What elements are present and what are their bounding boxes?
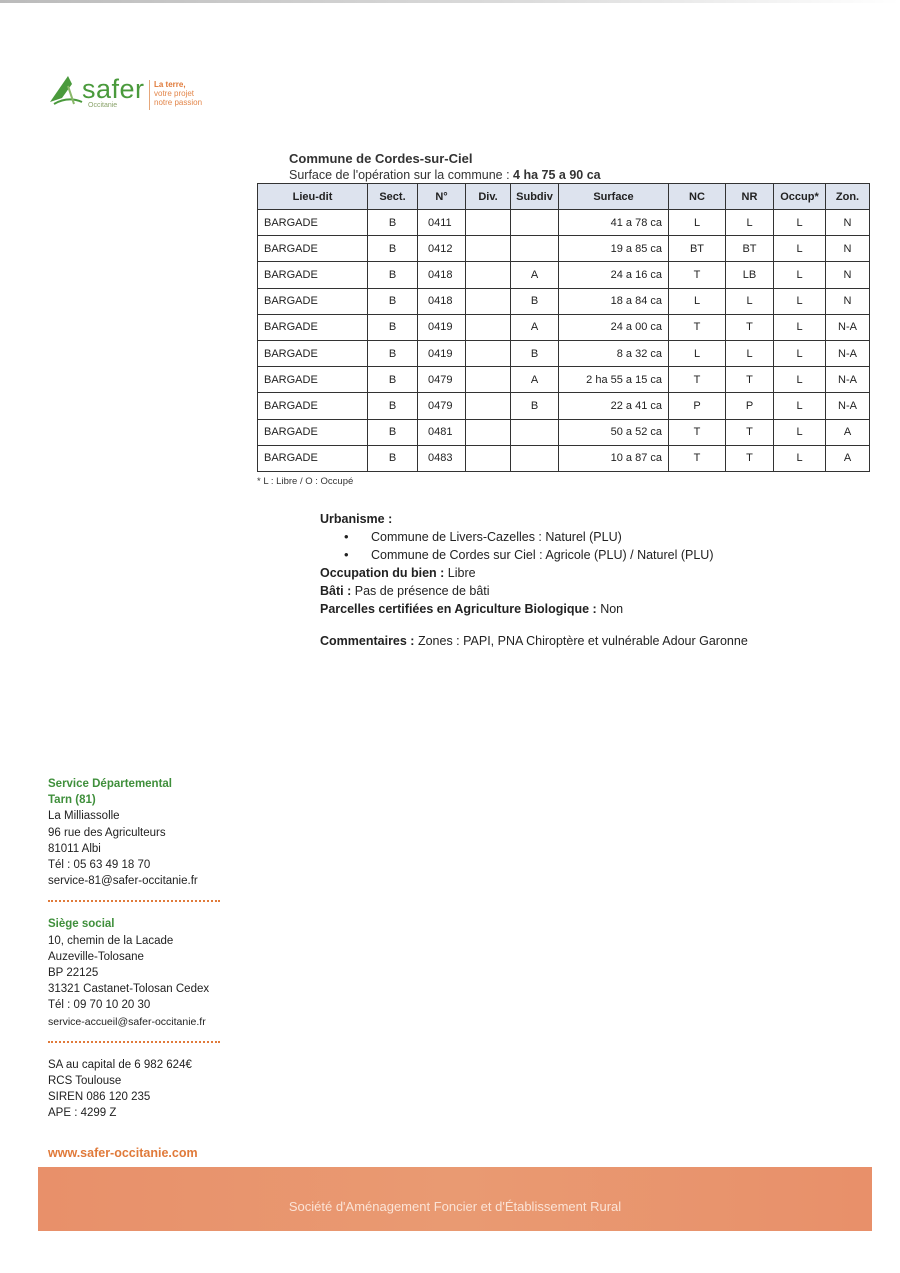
cell-occup: L <box>774 236 826 262</box>
cell-lieu-dit: BARGADE <box>258 340 368 366</box>
legal-line: APE : 4299 Z <box>48 1107 117 1120</box>
cell-sect: B <box>368 367 418 393</box>
header-sect: Sect. <box>368 184 418 210</box>
cell-subdiv <box>511 236 559 262</box>
info-block <box>320 510 748 650</box>
cell-nr: T <box>726 445 774 471</box>
cell-sect: B <box>368 445 418 471</box>
header-nr: NR <box>726 184 774 210</box>
cell-div <box>466 314 511 340</box>
table-footnote: * L : Libre / O : Occupé <box>257 476 354 487</box>
cell-div <box>466 445 511 471</box>
service-title: Service Départemental <box>48 778 173 790</box>
service-email[interactable]: service-81@safer-occitanie.fr <box>48 875 198 888</box>
cell-div <box>466 393 511 419</box>
cell-zon: N-A <box>826 314 870 340</box>
cell-occup: L <box>774 210 826 236</box>
tagline-line-2: votre projet <box>154 89 195 98</box>
surface-label: Surface de l'opération sur la commune : <box>289 168 514 182</box>
cell-zon: N <box>826 262 870 288</box>
cell-sect: B <box>368 393 418 419</box>
dotted-divider <box>48 899 220 902</box>
table-row <box>258 340 870 366</box>
legal-line: RCS Toulouse <box>48 1075 122 1088</box>
header-lieu-dit: Lieu-dit <box>258 184 368 210</box>
service-dept: Tarn (81) <box>48 794 96 807</box>
cell-occup: L <box>774 445 826 471</box>
cell-nc: T <box>669 419 726 445</box>
logo-region: Occitanie <box>88 102 118 109</box>
cell-nr: P <box>726 393 774 419</box>
cell-sect: B <box>368 340 418 366</box>
cell-surface: 50 a 52 ca <box>559 419 669 445</box>
table-row <box>258 419 870 445</box>
parcel-table <box>257 183 870 472</box>
siege-email[interactable]: service-accueil@safer-occitanie.fr <box>48 1015 206 1028</box>
surface-line <box>289 168 601 182</box>
service-line: 81011 Albi <box>48 842 101 855</box>
siege-title: Siège social <box>48 918 115 931</box>
cell-div <box>466 367 511 393</box>
cell-sect: B <box>368 288 418 314</box>
bati-line <box>320 582 748 600</box>
cell-sect: B <box>368 236 418 262</box>
siege-line: Auzeville-Tolosane <box>48 950 144 963</box>
header-subdiv: Subdiv <box>511 184 559 210</box>
cell-nc: L <box>669 340 726 366</box>
cell-lieu-dit: BARGADE <box>258 367 368 393</box>
logo-tagline <box>154 80 202 107</box>
siege-phone: Tél : 09 70 10 20 30 <box>48 999 151 1012</box>
table-row <box>258 262 870 288</box>
safer-logo <box>48 72 238 116</box>
safer-logo-mark-icon <box>48 72 84 112</box>
cell-div <box>466 340 511 366</box>
logo-wordmark: safer <box>82 74 145 104</box>
siege-line: BP 22125 <box>48 967 99 980</box>
cell-nc: T <box>669 367 726 393</box>
siege-line: 10, chemin de la Lacade <box>48 934 174 947</box>
cell-nc: P <box>669 393 726 419</box>
urbanisme-item: • Commune de Livers-Cazelles : Naturel (PLU) <box>344 528 748 546</box>
cell-surface: 24 a 00 ca <box>559 314 669 340</box>
commune-title: Commune de Cordes-sur-Ciel <box>289 151 473 166</box>
surface-value: 4 ha 75 a 90 ca <box>513 168 601 182</box>
header-div: Div. <box>466 184 511 210</box>
header-surface: Surface <box>559 184 669 210</box>
table-row <box>258 236 870 262</box>
dotted-divider <box>48 1040 220 1043</box>
service-line: La Milliassolle <box>48 810 120 823</box>
urbanisme-label: Urbanisme : <box>320 512 393 526</box>
cell-num: 0419 <box>418 340 466 366</box>
cell-surface: 41 a 78 ca <box>559 210 669 236</box>
cell-div <box>466 288 511 314</box>
cell-div <box>466 210 511 236</box>
cell-num: 0483 <box>418 445 466 471</box>
cell-div <box>466 236 511 262</box>
cell-num: 0418 <box>418 262 466 288</box>
cell-zon: N <box>826 210 870 236</box>
cell-lieu-dit: BARGADE <box>258 393 368 419</box>
comments-line <box>320 632 748 650</box>
cell-nr: L <box>726 210 774 236</box>
cell-zon: N-A <box>826 340 870 366</box>
cell-lieu-dit: BARGADE <box>258 262 368 288</box>
cell-subdiv: B <box>511 393 559 419</box>
cell-sect: B <box>368 314 418 340</box>
cell-zon: N-A <box>826 393 870 419</box>
footer-text: Société d'Aménagement Foncier et d'Établissement Rural <box>288 1199 622 1214</box>
comments-label: Commentaires : <box>320 634 418 648</box>
cell-nc: T <box>669 262 726 288</box>
logo-divider <box>149 80 150 110</box>
siege-line: 31321 Castanet-Tolosan Cedex <box>48 983 210 996</box>
occupation-label: Occupation du bien : <box>320 566 448 580</box>
service-phone: Tél : 05 63 49 18 70 <box>48 859 151 872</box>
cell-occup: L <box>774 367 826 393</box>
cell-sect: B <box>368 210 418 236</box>
cell-num: 0479 <box>418 367 466 393</box>
table-row <box>258 393 870 419</box>
cell-num: 0419 <box>418 314 466 340</box>
table-row <box>258 445 870 471</box>
cell-occup: L <box>774 340 826 366</box>
cell-lieu-dit: BARGADE <box>258 210 368 236</box>
cell-occup: L <box>774 393 826 419</box>
table-row <box>258 314 870 340</box>
cell-lieu-dit: BARGADE <box>258 288 368 314</box>
urbanisme-item: • Commune de Cordes sur Ciel : Agricole (PLU) / Naturel (PLU) <box>344 546 748 564</box>
cell-nr: LB <box>726 262 774 288</box>
cell-subdiv: B <box>511 288 559 314</box>
cell-surface: 18 a 84 ca <box>559 288 669 314</box>
cell-surface: 8 a 32 ca <box>559 340 669 366</box>
header-zon: Zon. <box>826 184 870 210</box>
header-num: N° <box>418 184 466 210</box>
cell-nc: L <box>669 288 726 314</box>
table-body <box>258 210 870 472</box>
cell-nr: L <box>726 340 774 366</box>
bio-value: Non <box>600 602 624 616</box>
cell-num: 0411 <box>418 210 466 236</box>
legal-line: SA au capital de 6 982 624€ <box>48 1058 192 1071</box>
cell-nc: T <box>669 314 726 340</box>
cell-sect: B <box>368 419 418 445</box>
bati-label: Bâti : <box>320 584 355 598</box>
header-occup: Occup* <box>774 184 826 210</box>
cell-zon: N <box>826 236 870 262</box>
table-row <box>258 288 870 314</box>
cell-sect: B <box>368 262 418 288</box>
cell-lieu-dit: BARGADE <box>258 419 368 445</box>
cell-surface: 19 a 85 ca <box>559 236 669 262</box>
cell-nr: T <box>726 367 774 393</box>
cell-surface: 2 ha 55 a 15 ca <box>559 367 669 393</box>
cell-num: 0412 <box>418 236 466 262</box>
cell-subdiv: B <box>511 340 559 366</box>
cell-subdiv <box>511 445 559 471</box>
cell-subdiv <box>511 419 559 445</box>
website-link[interactable]: www.safer-occitanie.com <box>48 1146 198 1160</box>
table-header-row <box>258 184 870 210</box>
cell-zon: N <box>826 288 870 314</box>
tagline-line-3: notre passion <box>154 98 203 107</box>
cell-num: 0479 <box>418 393 466 419</box>
footer-band <box>38 1167 872 1231</box>
cell-nr: T <box>726 314 774 340</box>
legal-line: SIREN 086 120 235 <box>48 1091 151 1104</box>
header-nc: NC <box>669 184 726 210</box>
cell-div <box>466 419 511 445</box>
cell-occup: L <box>774 262 826 288</box>
cell-nc: L <box>669 210 726 236</box>
cell-lieu-dit: BARGADE <box>258 445 368 471</box>
sidebar-contact <box>48 776 220 1122</box>
cell-nr: T <box>726 419 774 445</box>
cell-surface: 24 a 16 ca <box>559 262 669 288</box>
cell-lieu-dit: BARGADE <box>258 314 368 340</box>
occupation-value: Libre <box>447 566 476 580</box>
table-row <box>258 367 870 393</box>
cell-num: 0481 <box>418 419 466 445</box>
cell-num: 0418 <box>418 288 466 314</box>
cell-occup: L <box>774 314 826 340</box>
cell-zon: N-A <box>826 367 870 393</box>
cell-nr: L <box>726 288 774 314</box>
cell-zon: A <box>826 445 870 471</box>
cell-subdiv: A <box>511 367 559 393</box>
cell-nc: BT <box>669 236 726 262</box>
urbanisme-list <box>344 528 748 564</box>
cell-subdiv: A <box>511 262 559 288</box>
cell-nc: T <box>669 445 726 471</box>
cell-occup: L <box>774 419 826 445</box>
service-line: 96 rue des Agriculteurs <box>48 826 166 839</box>
cell-surface: 22 a 41 ca <box>559 393 669 419</box>
cell-nr: BT <box>726 236 774 262</box>
cell-occup: L <box>774 288 826 314</box>
tagline-line-1: La terre, <box>154 80 186 89</box>
cell-surface: 10 a 87 ca <box>559 445 669 471</box>
table-row <box>258 210 870 236</box>
bati-value: Pas de présence de bâti <box>354 584 490 598</box>
bio-line <box>320 600 748 618</box>
cell-lieu-dit: BARGADE <box>258 236 368 262</box>
cell-subdiv <box>511 210 559 236</box>
cell-subdiv: A <box>511 314 559 340</box>
bio-label: Parcelles certifiées en Agriculture Biologique : <box>320 602 601 616</box>
occupation-line <box>320 564 748 582</box>
cell-div <box>466 262 511 288</box>
top-scan-rule <box>0 0 900 3</box>
comments-value: Zones : PAPI, PNA Chiroptère et vulnérable Adour Garonne <box>417 634 748 648</box>
cell-zon: A <box>826 419 870 445</box>
